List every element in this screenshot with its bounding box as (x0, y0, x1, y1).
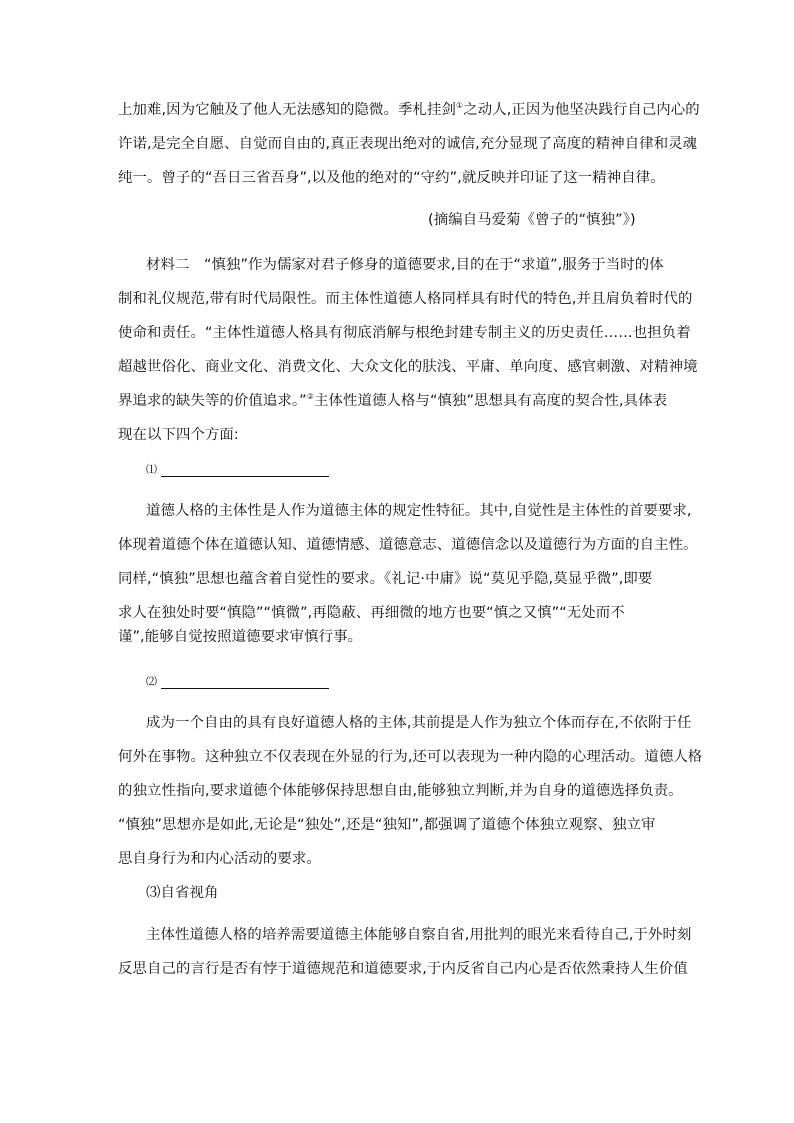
material-two-line-3: 使命和责任。“主体性道德人格具有彻底消解与根绝封建专制主义的历史责任……也担负着 (118, 325, 691, 341)
material-two-line-1: 材料二 “慎独”作为儒家对君子修身的道德要求,目的在于“求道”,服务于当时的体 (146, 257, 664, 273)
answer-blank-2 (161, 687, 329, 689)
section-1-line-1: 道德人格的主体性是人作为道德主体的规定性特征。其中,自觉性是主体性的首要要求, (146, 503, 692, 519)
section-1-line-5: 谨”,能够自觉按照道德要求审慎行事。 (118, 629, 363, 645)
material-two-line-2: 制和礼仪规范,带有时代局限性。而主体性道德人格同样具有时代的特色,并且肩负着时代的 (118, 291, 693, 307)
text: 之动人,正因为他坚决践行自己内心的 (463, 102, 700, 118)
footnote-marker-1: ① (455, 101, 464, 110)
section-2-line-2: 何外在事物。这种独立不仅表现在外显的行为,还可以表现为一种内隐的心理活动。道德人格 (118, 749, 703, 765)
section-2-line-5: 思自身行为和内心活动的要求。 (118, 851, 321, 867)
text: 界追求的缺失等的价值追求。” (118, 393, 307, 409)
source-citation: (摘编自马爱菊《曾子的“慎独”》) (428, 212, 636, 228)
section-2-line-1: 成为一个自由的具有良好道德人格的主体,其前提是人作为独立个体而存在,不依附于任 (146, 715, 692, 731)
material-two-line-4: 超越世俗化、商业文化、消费文化、大众文化的肤浅、平庸、单向度、感官刺激、对精神境 (118, 359, 698, 375)
material-two-line-5 (118, 391, 667, 411)
section-heading-1 (146, 459, 329, 480)
answer-blank-1 (161, 475, 329, 477)
text: 上加难,因为它触及了他人无法感知的隐微。季札挂剑 (118, 102, 456, 118)
section-2-line-4: “慎独”思想亦是如此,无论是“独处”,还是“独知”,都强调了道德个体独立观察、独立审 (118, 817, 656, 833)
paragraph-line-2: 许诺,是完全自愿、自觉而自由的,真正表现出绝对的诚信,充分显现了高度的精神自律和灵魂 (118, 136, 698, 152)
section-1-line-3: 同样,“慎独”思想也蕴含着自觉性的要求。《礼记·中庸》说“莫见乎隐,莫显乎微”,即要 (118, 571, 653, 587)
footnote-marker-2: ② (306, 392, 315, 401)
section-3-line-2: 反思自己的言行是否有悖于道德规范和道德要求,于内反省自己内心是否依然秉持人生价值 (118, 961, 688, 977)
section-3-line-1: 主体性道德人格的培养需要道德主体能够自察自省,用批判的眼光来看待自己,于外时刻 (146, 927, 692, 943)
section-number: ⑴ (146, 463, 158, 476)
section-2-line-3: 的独立性指向,要求道德个体能够保持思想自由,能够独立判断,并为自身的道德选择负责。 (118, 783, 683, 799)
section-heading-3: ⑶自省视角 (146, 885, 219, 901)
section-number: ⑵ (146, 675, 158, 688)
paragraph-line-3: 纯一。曾子的“吾日三省吾身”,以及他的绝对的“守约”,就反映并印证了这一精神自律。 (118, 170, 665, 186)
text: 主体性道德人格与“慎独”思想具有高度的契合性,具体表 (314, 393, 668, 409)
section-heading-2 (146, 671, 329, 692)
paragraph-line-1 (118, 100, 700, 120)
material-two-line-6: 现在以下四个方面: (118, 427, 239, 443)
section-1-line-2: 体现着道德个体在道德认知、道德情感、道德意志、道德信念以及道德行为方面的自主性。 (118, 537, 698, 553)
section-1-line-4: 求人在独处时要“慎隐”“慎微”,再隐蔽、再细微的地方也要“慎之又慎”“无处而不 (118, 605, 625, 621)
